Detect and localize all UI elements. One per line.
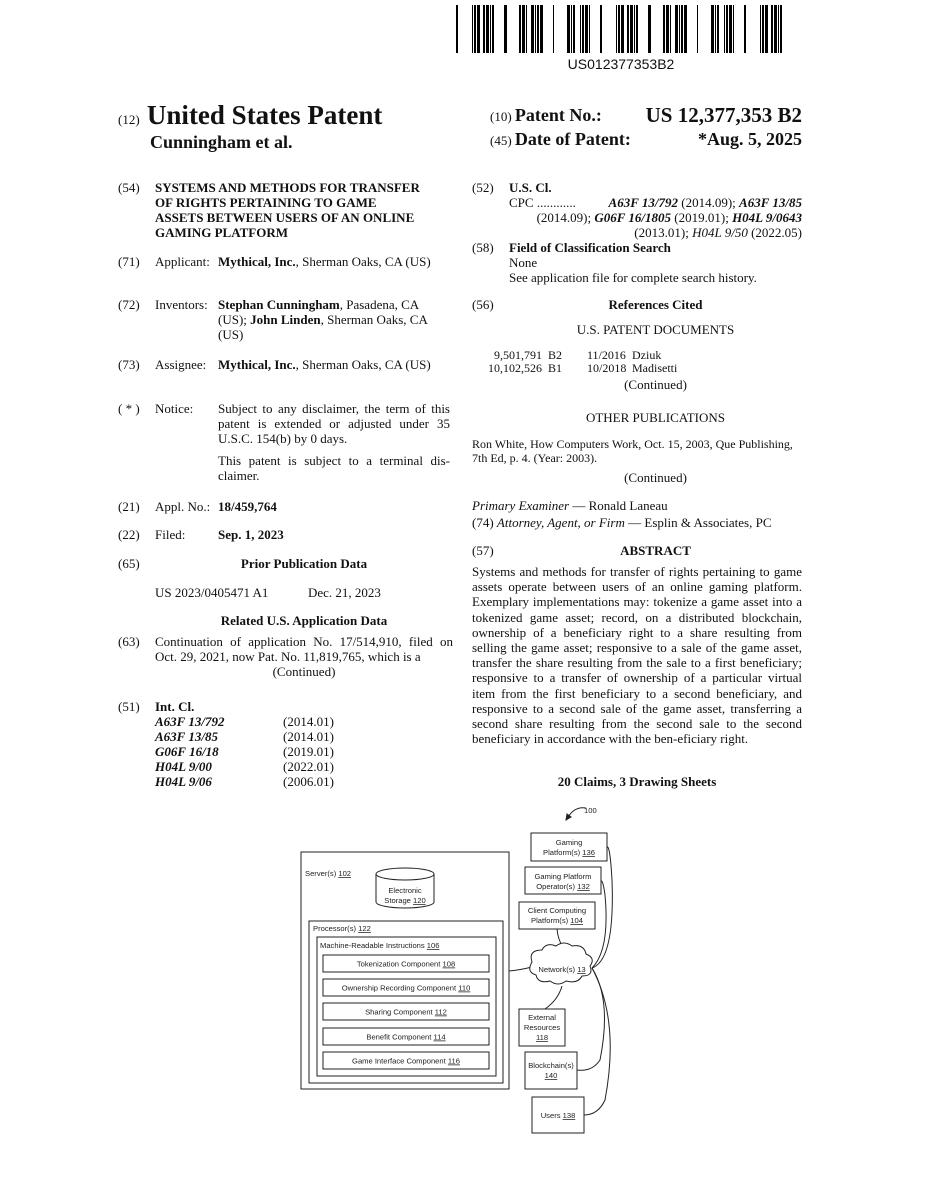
component-label: Tokenization Component 108	[357, 960, 455, 969]
cpc: H04L 9/0643	[732, 210, 802, 225]
kind-code-tag: (12)	[118, 112, 140, 127]
ref-name: Dziuk	[632, 349, 661, 362]
heading: ABSTRACT	[509, 543, 802, 558]
cpc-date: (2022.05)	[748, 225, 802, 240]
continued: (Continued)	[509, 377, 802, 392]
barcode-bar	[684, 5, 687, 53]
label: Date of Patent:	[515, 129, 631, 149]
barcode-bar	[681, 5, 683, 53]
int-cl-item	[155, 759, 453, 774]
name: Mythical, Inc.	[218, 357, 296, 372]
server-label: Server(s) 102	[305, 869, 351, 878]
barcode-bar	[630, 5, 633, 53]
patent-number	[490, 108, 802, 124]
barcode-bar	[486, 5, 489, 53]
ref-number: 9,501,791	[494, 349, 542, 362]
barcode-bar	[697, 5, 698, 53]
location: , Sherman Oaks, CA (US)	[218, 312, 427, 342]
network-cloud-icon	[530, 943, 593, 984]
int-cl-item	[155, 744, 453, 759]
barcode-bar	[762, 5, 764, 53]
authors: Cunningham et al.	[150, 132, 293, 152]
location: , Pasadena, CA (US);	[218, 297, 418, 327]
document-title: United States Patent	[147, 100, 382, 130]
barcode-bar	[715, 5, 716, 53]
location: , Sherman Oaks, CA (US)	[296, 254, 431, 269]
examiner	[472, 498, 802, 513]
barcode-bar	[553, 5, 554, 53]
instructions-label: Machine-Readable Instructions 106	[320, 941, 439, 950]
abstract-text: Systems and methods for transfer of rights pertaining to game assets operate between users of an online gaming platform. Exemplary implementations may: tokenize a game asset into a tokenized game asset; record, on a distributed blockchain, ownership of a beneficiary right to a share resulting from selling the game asset; responsive to a sale of the game asset, transfer the share resulting from the sale to a first beneficiary; responsive to a transfer of ownership of a particular virtual item from the first beneficiary to a second beneficiary, and responsive to a second sale of the game asset, transferring a second share resulting from the second sale to the second beneficiary in accordance with the ben-eficiary right.	[472, 564, 802, 746]
cpc-label: CPC ............	[509, 195, 576, 210]
barcode-bar	[675, 5, 678, 53]
barcode-bar	[456, 5, 458, 53]
location: , Sherman Oaks, CA (US)	[296, 357, 431, 372]
references-cited	[472, 297, 802, 392]
cpc: A63F 13/792	[609, 195, 678, 210]
label: Platform(s) 136	[543, 848, 595, 857]
barcode-bar	[589, 5, 590, 53]
barcode-bar	[567, 5, 570, 53]
label: 118	[536, 1033, 548, 1042]
barcode-bar	[472, 5, 473, 53]
value: *Aug. 5, 2025	[698, 132, 802, 147]
invention-title	[155, 180, 453, 240]
barcode-bar	[780, 5, 782, 53]
component-label: Ownership Recording Component 110	[342, 984, 471, 993]
barcode-bar	[648, 5, 651, 53]
system-diagram	[300, 800, 640, 1140]
barcode-bar	[585, 5, 588, 53]
barcode-bar	[774, 5, 777, 53]
tag: (73)	[118, 357, 140, 372]
value: US 12,377,353 B2	[646, 108, 802, 123]
int-cl	[118, 699, 453, 789]
tag: (72)	[118, 297, 140, 312]
tag: (71)	[118, 254, 140, 269]
label: Filed:	[155, 527, 185, 542]
barcode-bar	[540, 5, 543, 53]
label: Inventors:	[155, 297, 208, 312]
cpc: H04L 9/50	[692, 225, 748, 240]
ref-date: 11/2016	[587, 349, 626, 362]
label: Applicant:	[155, 254, 210, 269]
tag: (22)	[118, 527, 140, 542]
component-label: Sharing Component 112	[365, 1008, 447, 1017]
date-of-patent	[490, 132, 802, 148]
line: ASSETS BETWEEN USERS OF AN ONLINE	[155, 210, 453, 225]
barcode-bar	[724, 5, 725, 53]
name: Mythical, Inc.	[218, 254, 296, 269]
heading: References Cited	[509, 297, 802, 312]
us-cl	[472, 180, 802, 240]
ref-number: 10,102,526	[488, 362, 542, 375]
barcode-bar	[760, 5, 761, 53]
other-publications	[472, 410, 802, 485]
barcode-bar	[492, 5, 494, 53]
label: Patent No.:	[515, 105, 602, 125]
label: Gaming Platform	[535, 872, 592, 881]
tag: (57)	[472, 543, 494, 558]
tag: (74)	[472, 515, 494, 530]
barcode-bar	[634, 5, 635, 53]
tag: (65)	[118, 556, 140, 571]
barcode-bar	[571, 5, 572, 53]
label: Users 138	[541, 1111, 576, 1120]
inventor-name: John Linden	[250, 312, 320, 327]
barcode-bar	[666, 5, 669, 53]
tag: (52)	[472, 180, 494, 195]
barcode-bar	[733, 5, 734, 53]
line: OF RIGHTS PERTAINING TO GAME	[155, 195, 453, 210]
tag: (54)	[118, 180, 140, 195]
component-label: Game Interface Component 116	[352, 1057, 460, 1066]
heading: Int. Cl.	[155, 699, 453, 714]
publication-date: Dec. 21, 2023	[308, 585, 381, 600]
label: Client Computing	[528, 906, 586, 915]
barcode-bar	[573, 5, 575, 53]
barcode-bar	[771, 5, 773, 53]
label: External	[528, 1013, 556, 1022]
text: None	[509, 255, 802, 270]
field-of-search	[472, 240, 802, 285]
ref-kind: B2	[548, 349, 562, 362]
cpc: G06F 16/1805	[594, 210, 671, 225]
class-code: A63F 13/792	[155, 714, 224, 729]
barcode-bar	[717, 5, 719, 53]
barcode-bar	[537, 5, 539, 53]
value: — Esplin & Associates, PC	[625, 515, 772, 530]
barcode-bar	[778, 5, 779, 53]
tag: (56)	[472, 297, 494, 312]
instructions-box	[317, 937, 496, 1076]
label: 140	[545, 1071, 558, 1080]
label: Attorney, Agent, or Firm	[497, 515, 625, 530]
notice-text: Subject to any disclaimer, the term of this patent is extended or adjusted under 35 U.S.C. 154(b) by 0 days.	[218, 401, 450, 446]
barcode	[450, 5, 792, 53]
barcode-bar	[490, 5, 491, 53]
continuation-text: Continuation of application No. 17/514,910, filed on Oct. 29, 2021, now Pat. No. 11,819,765, which is a	[155, 634, 453, 664]
barcode-bar	[663, 5, 665, 53]
prior-publication	[118, 556, 453, 600]
barcode-bar	[711, 5, 714, 53]
class-date: (2022.01)	[283, 759, 334, 774]
cpc-date: (2014.09);	[537, 210, 595, 225]
class-code: H04L 9/06	[155, 774, 212, 789]
label: Blockchain(s)	[528, 1061, 574, 1070]
reference-row	[472, 362, 802, 375]
ref-kind: B1	[548, 362, 562, 375]
heading: Prior Publication Data	[155, 556, 453, 571]
barcode-bar	[636, 5, 638, 53]
barcode-bar	[618, 5, 620, 53]
tag: ( * )	[118, 401, 140, 416]
heading: U.S. Cl.	[509, 180, 802, 195]
title-section	[118, 180, 453, 240]
barcode-bar	[504, 5, 507, 53]
cpc-date: (2019.01);	[671, 210, 732, 225]
class-code: H04L 9/00	[155, 759, 212, 774]
publication-number: US 2023/0405471 A1	[155, 585, 268, 600]
barcode-bar	[627, 5, 629, 53]
tag: (10)	[490, 109, 512, 124]
tag: (45)	[490, 133, 512, 148]
label: Platform(s) 104	[531, 916, 583, 925]
label: Primary Examiner	[472, 498, 569, 513]
class-date: (2006.01)	[283, 774, 334, 789]
cpc-date: (2014.09);	[678, 195, 739, 210]
barcode-bar	[600, 5, 602, 53]
label: Appl. No.:	[155, 499, 210, 514]
subheading: U.S. PATENT DOCUMENTS	[509, 322, 802, 337]
barcode-bar	[580, 5, 581, 53]
cpc-classes	[509, 195, 802, 240]
barcode-bar	[522, 5, 525, 53]
continued: (Continued)	[155, 664, 453, 679]
barcode-bar	[621, 5, 624, 53]
ref-number: 100	[584, 806, 597, 815]
barcode-bar	[582, 5, 584, 53]
patent-header	[118, 108, 382, 127]
value: Sep. 1, 2023	[218, 527, 450, 542]
barcode-bar	[526, 5, 527, 53]
label: Operator(s) 132	[536, 882, 590, 891]
text: See application file for complete search history.	[509, 270, 802, 285]
barcode-number: US012377353B2	[450, 57, 792, 72]
related-application	[118, 613, 453, 679]
barcode-bar	[765, 5, 768, 53]
label: Gaming	[556, 838, 583, 847]
barcode-bar	[744, 5, 746, 53]
value: 18/459,764	[218, 499, 450, 514]
tag: (58)	[472, 240, 494, 255]
class-date: (2014.01)	[283, 729, 334, 744]
class-code: A63F 13/85	[155, 729, 218, 744]
line: SYSTEMS AND METHODS FOR TRANSFER	[155, 180, 453, 195]
tag: (63)	[118, 634, 140, 649]
claims-count: 20 Claims, 3 Drawing Sheets	[472, 774, 802, 789]
processor-label: Processor(s) 122	[313, 924, 371, 933]
barcode-bar	[616, 5, 617, 53]
label: Notice:	[155, 401, 193, 416]
storage-label: Storage 120	[384, 896, 425, 905]
barcode-bar	[726, 5, 728, 53]
int-cl-item	[155, 714, 453, 729]
barcode-bar	[535, 5, 536, 53]
network-label: Network(s) 13	[538, 965, 585, 974]
barcode-bar	[519, 5, 521, 53]
label: Assignee:	[155, 357, 206, 372]
notice-text: This patent is subject to a terminal dis-claimer.	[218, 453, 450, 483]
class-date: (2019.01)	[283, 744, 334, 759]
barcode-bar	[477, 5, 480, 53]
class-code: G06F 16/18	[155, 744, 219, 759]
cpc: A63F 13/85	[739, 195, 802, 210]
class-date: (2014.01)	[283, 714, 334, 729]
int-cl-item	[155, 729, 453, 744]
barcode-bar	[729, 5, 732, 53]
barcode-bar	[679, 5, 680, 53]
line: GAMING PLATFORM	[155, 225, 453, 240]
continued: (Continued)	[509, 470, 802, 485]
int-cl-item	[155, 774, 453, 789]
heading: Related U.S. Application Data	[155, 613, 453, 628]
label: Resources	[524, 1023, 560, 1032]
tag: (21)	[118, 499, 140, 514]
storage-label: Electronic	[388, 886, 422, 895]
heading: Field of Classification Search	[509, 240, 802, 255]
barcode-bar	[483, 5, 485, 53]
barcode-bar	[670, 5, 671, 53]
component-label: Benefit Component 114	[366, 1033, 445, 1042]
barcode-bar	[474, 5, 476, 53]
tag: (51)	[118, 699, 140, 714]
inventor-name: Stephan Cunningham	[218, 297, 340, 312]
barcode-bar	[531, 5, 534, 53]
heading: OTHER PUBLICATIONS	[509, 410, 802, 425]
value: — Ronald Laneau	[569, 498, 668, 513]
ref-name: Madisetti	[632, 362, 677, 375]
publication: Ron White, How Computers Work, Oct. 15, 2003, Que Publishing, 7th Ed, p. 4. (Year: 2003).	[472, 437, 802, 465]
attorney	[472, 515, 802, 530]
ref-date: 10/2018	[587, 362, 626, 375]
cpc-date: (2013.01);	[634, 225, 692, 240]
abstract	[472, 543, 802, 746]
